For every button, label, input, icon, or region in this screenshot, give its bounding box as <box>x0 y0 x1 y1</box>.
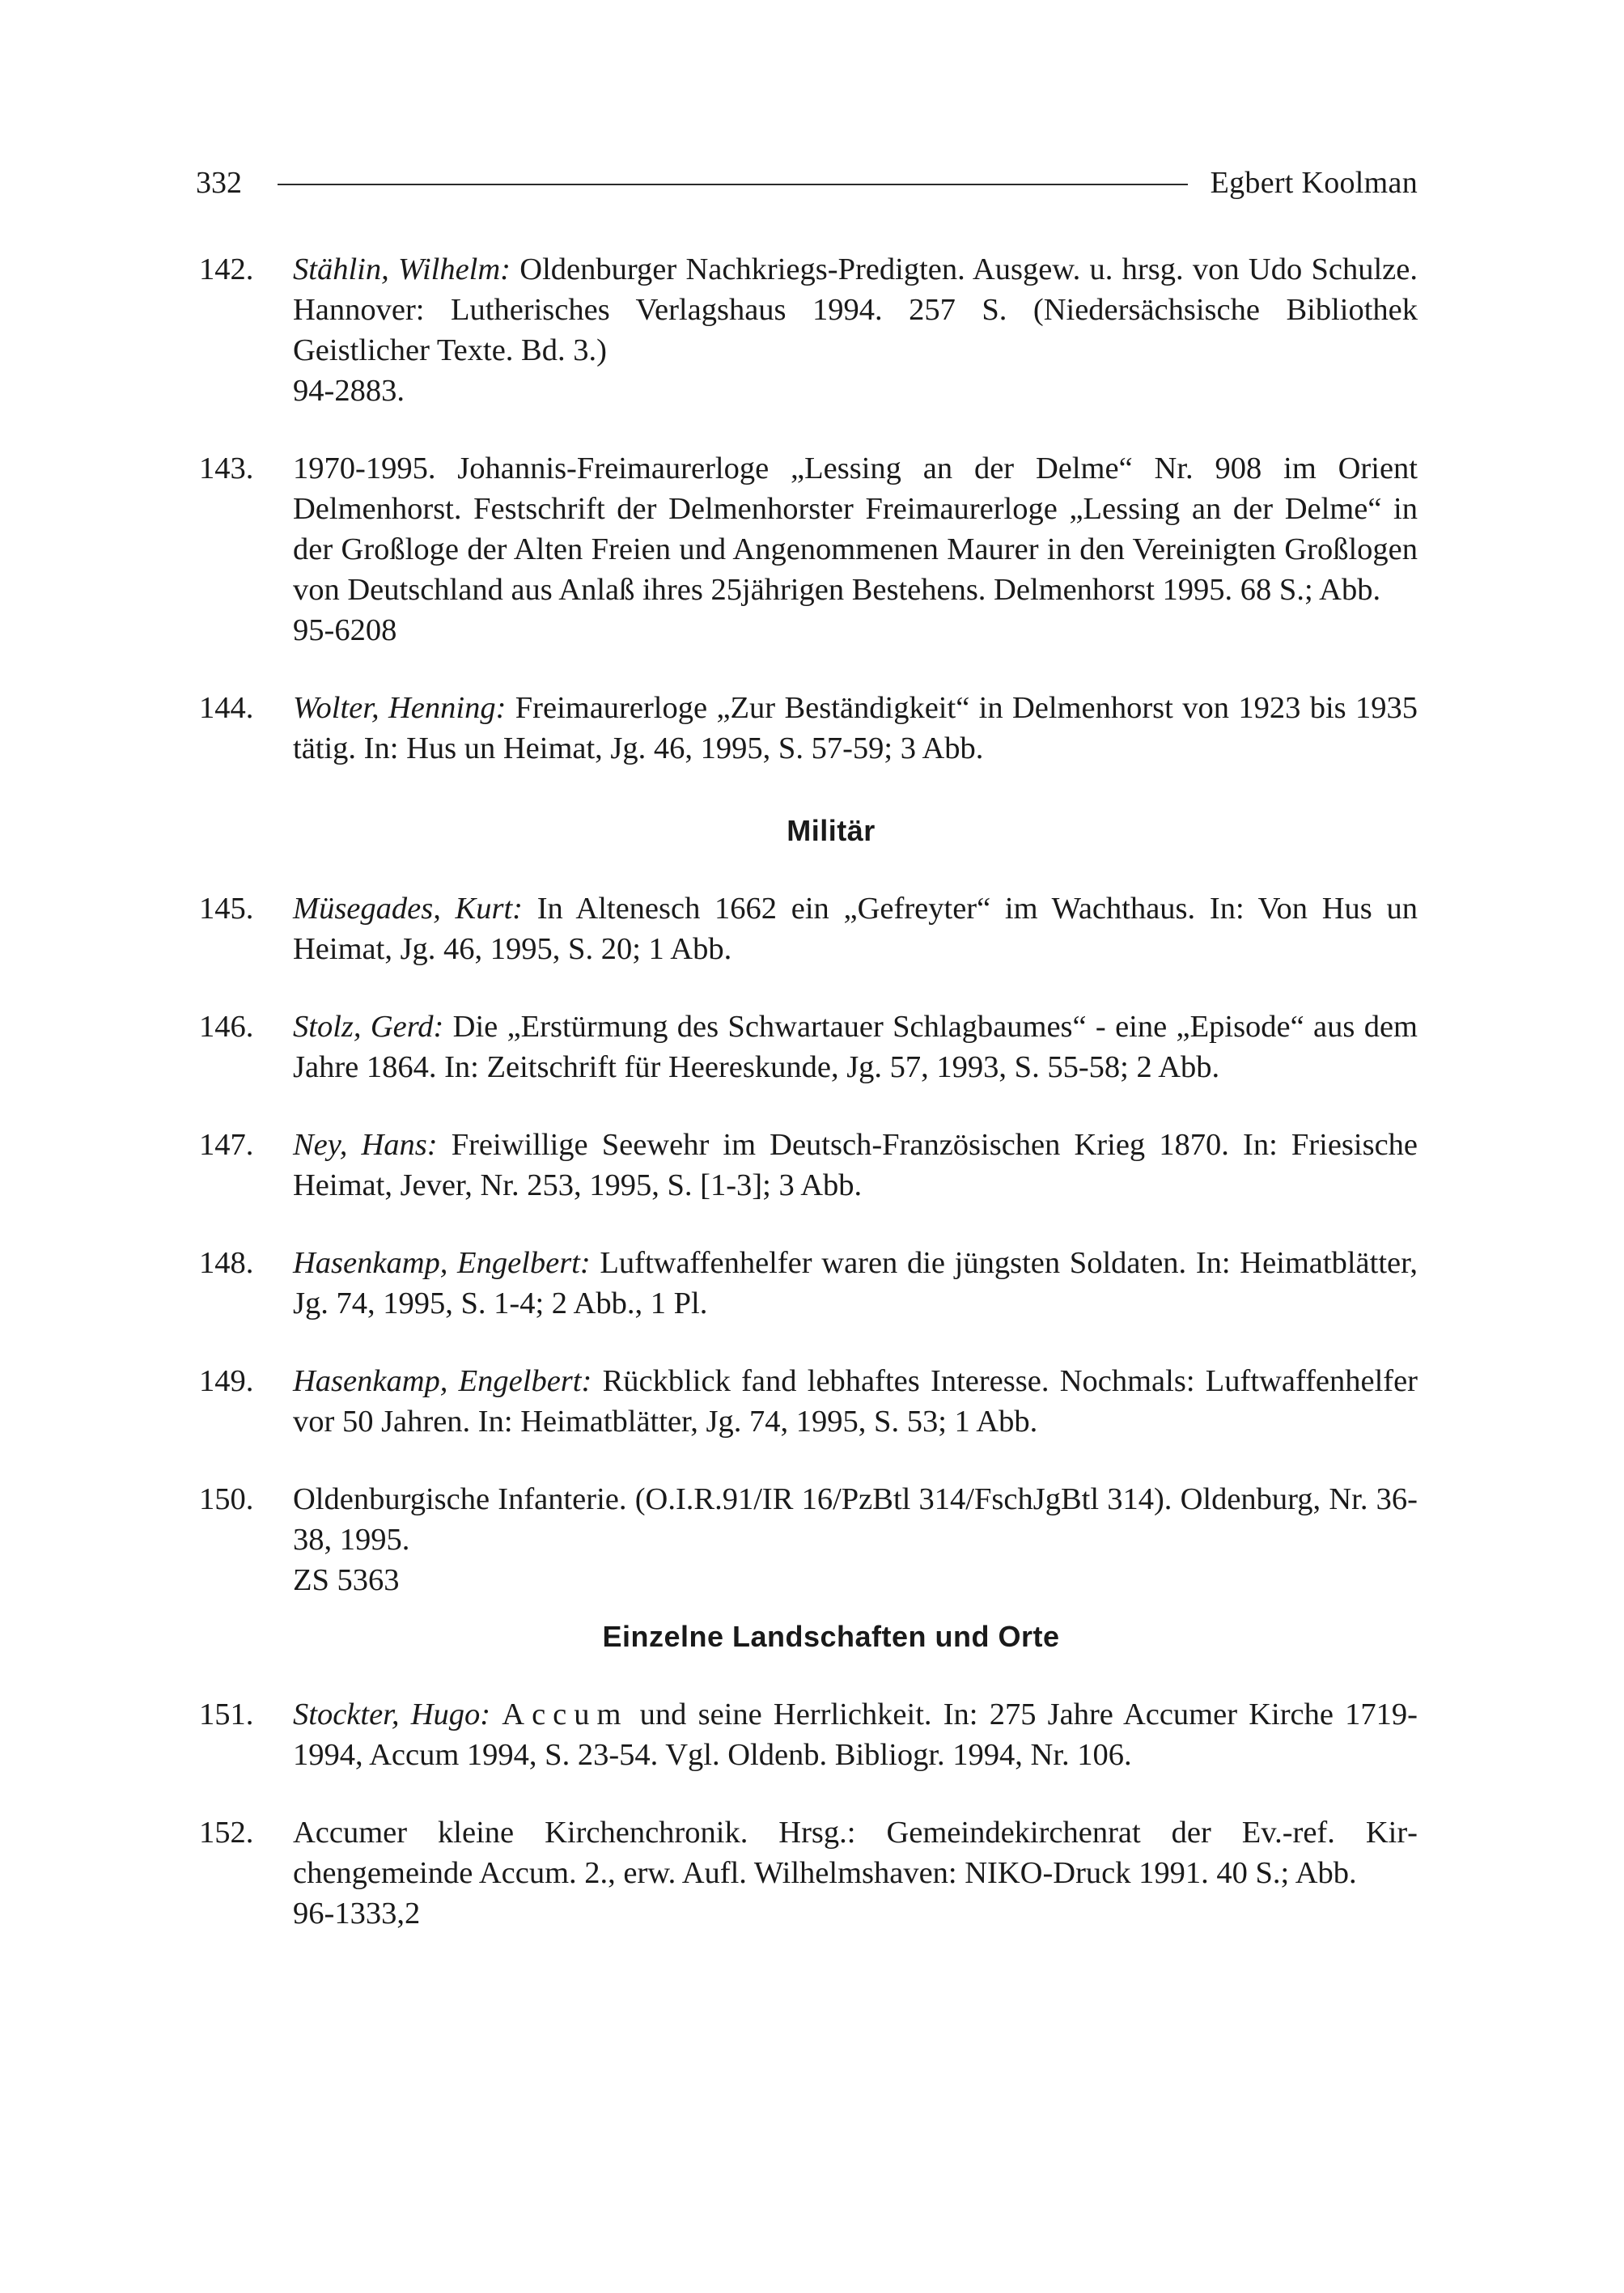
entry-number: 145. <box>199 892 254 926</box>
entry-signature: 94-2883. <box>293 374 405 408</box>
entry-author: Stockter, Hugo: <box>293 1697 491 1731</box>
entry-author: Müsegades, Kurt: <box>293 892 523 926</box>
entry-text: Rückblick fand lebhaftes Interesse. Nochmals: Luftwaffenhelfer vor 50 Jahren. In: Heimatblätter, Jg. 74, 1995, S. 53; 1 Abb. <box>293 1364 1418 1439</box>
entry-number: 152. <box>199 1816 254 1850</box>
bibliography-entry-143 <box>196 448 1418 651</box>
entry-spaced-term: Accum <box>502 1697 629 1731</box>
entry-author: Ney, Hans: <box>293 1128 438 1162</box>
entry-text: Freimaurerloge „Zur Beständigkeit“ in Delmenhorst von 1923 bis 1935 tätig. In: Hus un Heimat, Jg. 46, 1995, S. 57-59; 3 Abb. <box>293 691 1418 765</box>
entry-number: 144. <box>199 691 254 725</box>
entry-author: Stolz, Gerd: <box>293 1010 444 1044</box>
entry-text: Die „Erstürmung des Schwartauer Schlagbaumes“ - eine „Episode“ aus dem Jahre 1864. In: Zeitschrift für Heereskunde, Jg. 57, 1993, S. 55-58; 2 Abb. <box>293 1010 1418 1084</box>
bibliography-entry-144 <box>196 688 1418 769</box>
page-header <box>196 159 1418 207</box>
entry-text: und seine Herrlichkeit. In: 275 Jahre Accumer Kirche 1719-1994, Accum 1994, S. 23-54. Vgl. Oldenb. Bibliogr. 1994, Nr. 106. <box>293 1697 1418 1772</box>
bibliography-entry-147 <box>196 1125 1418 1206</box>
entry-author: Wolter, Henning: <box>293 691 507 725</box>
entry-number: 150. <box>199 1482 254 1516</box>
bibliography-entry-150 <box>196 1479 1418 1600</box>
entry-number: 146. <box>199 1010 254 1044</box>
bibliography-entry-145 <box>196 888 1418 969</box>
entry-text: Accumer kleine Kirchenchronik. Hrsg.: Gemeindekirchenrat der Ev.-ref. Kirchengemeinde Accum. 2., erw. Aufl. Wilhelmshaven: NIKO-Druck 1991. 40 S.; Abb. <box>293 1816 1418 1890</box>
entry-signature: 96-1333,2 <box>293 1897 421 1931</box>
entry-signature: 95-6208 <box>293 613 397 647</box>
page-number: 332 <box>196 166 242 200</box>
bibliography-entry-142 <box>196 249 1418 411</box>
entry-number: 151. <box>199 1697 254 1731</box>
entry-text: Freiwillige Seewehr im Deutsch-Französischen Krieg 1870. In: Friesische Heimat, Jever, Nr. 253, 1995, S. [1-3]; 3 Abb. <box>293 1128 1418 1202</box>
section-heading-militaer: Militär <box>787 814 876 847</box>
header-rule <box>278 184 1188 185</box>
bibliography-entry-148 <box>196 1243 1418 1324</box>
entry-number: 149. <box>199 1364 254 1398</box>
entry-signature: ZS 5363 <box>293 1563 400 1597</box>
bibliography-entry-146 <box>196 1007 1418 1087</box>
bibliography-entry-149 <box>196 1361 1418 1442</box>
entry-number: 142. <box>199 252 254 286</box>
entry-number: 147. <box>199 1128 254 1162</box>
entry-author: Hasenkamp, Engelbert: <box>293 1246 591 1280</box>
entry-author: Stählin, Wilhelm: <box>293 252 511 286</box>
entry-number: 143. <box>199 451 254 485</box>
entry-text: 1970-1995. Johannis-Freimaurerloge „Lessing an der Delme“ Nr. 908 im Orient Delmenhorst. Festschrift der Delmenhorster Freimaurerloge „Lessing an der Delme“ in der Großloge der Alten Freien und Angenommenen Maurer in den Vereinigten Großlogen von Deutschland aus Anlaß ihres 25jährigen Bestehens. Delmenhorst 1995. 68 S.; Abb. <box>293 451 1418 607</box>
section-heading-landschaften: Einzelne Landschaften und Orte <box>602 1620 1060 1653</box>
bibliography-entry-152 <box>196 1812 1418 1934</box>
entry-text: Oldenburgische Infanterie. (O.I.R.91/IR 16/PzBtl 314/FschJgBtl 314). Oldenburg, Nr. 36-38, 1995. <box>293 1482 1418 1557</box>
entry-text: Oldenburger Nachkriegs-Predigten. Ausgew. u. hrsg. von Udo Schulze. Hannover: Lutherisches Verlagshaus 1994. 257 S. (Niedersächsische Bibliothek Geistlicher Texte. Bd. 3.) <box>293 252 1418 367</box>
bibliography-entry-151 <box>196 1694 1418 1775</box>
entry-text: Luftwaffenhelfer waren die jüngsten Soldaten. In: Heimatblätter, Jg. 74, 1995, S. 1-4; 2 Abb., 1 Pl. <box>293 1246 1418 1320</box>
entry-text: In Altenesch 1662 ein „Gefreyter“ im Wachthaus. In: Von Hus un Heimat, Jg. 46, 1995, S. 20; 1 Abb. <box>293 892 1418 966</box>
entry-number: 148. <box>199 1246 254 1280</box>
entry-author: Hasenkamp, Engelbert: <box>293 1364 592 1398</box>
running-head: Egbert Koolman <box>1210 166 1418 200</box>
bibliography-content <box>196 243 1418 1934</box>
